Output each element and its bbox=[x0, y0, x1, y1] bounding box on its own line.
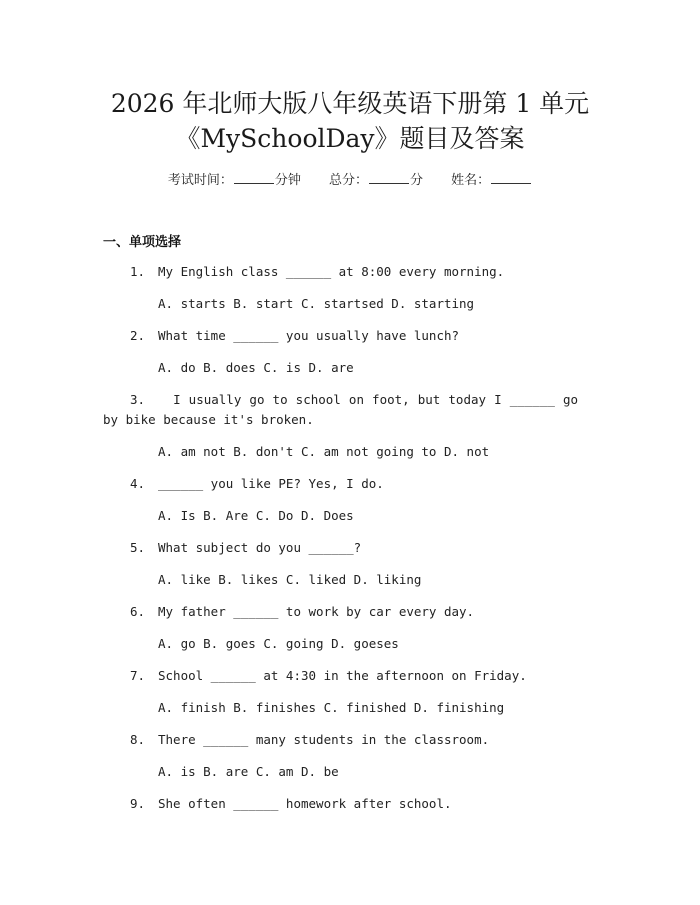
question-text: There ______ many students in the classroom. bbox=[158, 732, 490, 747]
total-score-unit: 分 bbox=[410, 173, 424, 188]
name-label: 姓名： bbox=[451, 173, 491, 188]
exam-time-field bbox=[168, 169, 301, 188]
question-options: A. finish B. finishes C. finished D. finishing bbox=[158, 700, 505, 715]
question-number: 7. bbox=[130, 668, 146, 683]
question-item bbox=[103, 666, 578, 686]
question-options: A. starts B. start C. startsed D. starting bbox=[158, 296, 475, 311]
question-text: My father ______ to work by car every day. bbox=[158, 604, 475, 619]
question-number: 4. bbox=[130, 476, 146, 491]
question-item bbox=[103, 538, 578, 558]
question-text: ______ you like PE? Yes, I do. bbox=[158, 476, 384, 491]
exam-time-label: 考试时间： bbox=[167, 173, 233, 188]
question-text: School ______ at 4:30 in the afternoon on Friday. bbox=[158, 668, 527, 683]
question-number: 3. bbox=[130, 392, 146, 407]
question-number: 5. bbox=[130, 540, 146, 555]
question-number: 2. bbox=[130, 328, 146, 343]
question-text: What time ______ you usually have lunch? bbox=[158, 328, 460, 343]
question-options: A. Is B. Are C. Do D. Does bbox=[158, 508, 354, 523]
question-options: A. like B. likes C. liked D. liking bbox=[158, 572, 422, 587]
question-item bbox=[103, 730, 578, 750]
question-text: My English class ______ at 8:00 every morning. bbox=[158, 264, 505, 279]
question-options: A. am not B. don't C. am not going to D. not bbox=[158, 444, 490, 459]
question-text: What subject do you ______? bbox=[158, 540, 362, 555]
question-number: 8. bbox=[130, 732, 146, 747]
question-options: A. go B. goes C. going D. goeses bbox=[158, 636, 399, 651]
total-score-blank bbox=[369, 171, 409, 184]
exam-info-bar bbox=[0, 169, 700, 188]
exam-time-blank bbox=[234, 171, 274, 184]
question-number: 6. bbox=[130, 604, 146, 619]
question-text: She often ______ homework after school. bbox=[158, 796, 452, 811]
section-title-single-choice: 一、单项选择 bbox=[103, 235, 182, 250]
question-item bbox=[103, 262, 578, 282]
question-item bbox=[103, 794, 578, 814]
total-score-label: 总分： bbox=[328, 173, 368, 188]
name-blank bbox=[491, 171, 531, 184]
document-title-line-2: 《MySchoolDay》题目及答案 bbox=[175, 124, 525, 153]
question-options: A. is B. are C. am D. be bbox=[158, 764, 339, 779]
question-list bbox=[103, 262, 578, 826]
question-options: A. do B. does C. is D. are bbox=[158, 360, 354, 375]
question-item bbox=[103, 326, 578, 346]
name-field bbox=[451, 169, 532, 188]
question-item bbox=[103, 390, 578, 430]
question-number: 9. bbox=[130, 796, 146, 811]
question-number: 1. bbox=[130, 264, 146, 279]
question-item bbox=[103, 602, 578, 622]
question-text: I usually go to school on foot, but today I ______ go by bike because it's broken. bbox=[103, 392, 578, 427]
document-title-line-1: 2026 年北师大版八年级英语下册第 1 单元 bbox=[110, 89, 590, 118]
question-item bbox=[103, 474, 578, 494]
total-score-field bbox=[329, 169, 423, 188]
exam-time-unit: 分钟 bbox=[274, 173, 301, 188]
